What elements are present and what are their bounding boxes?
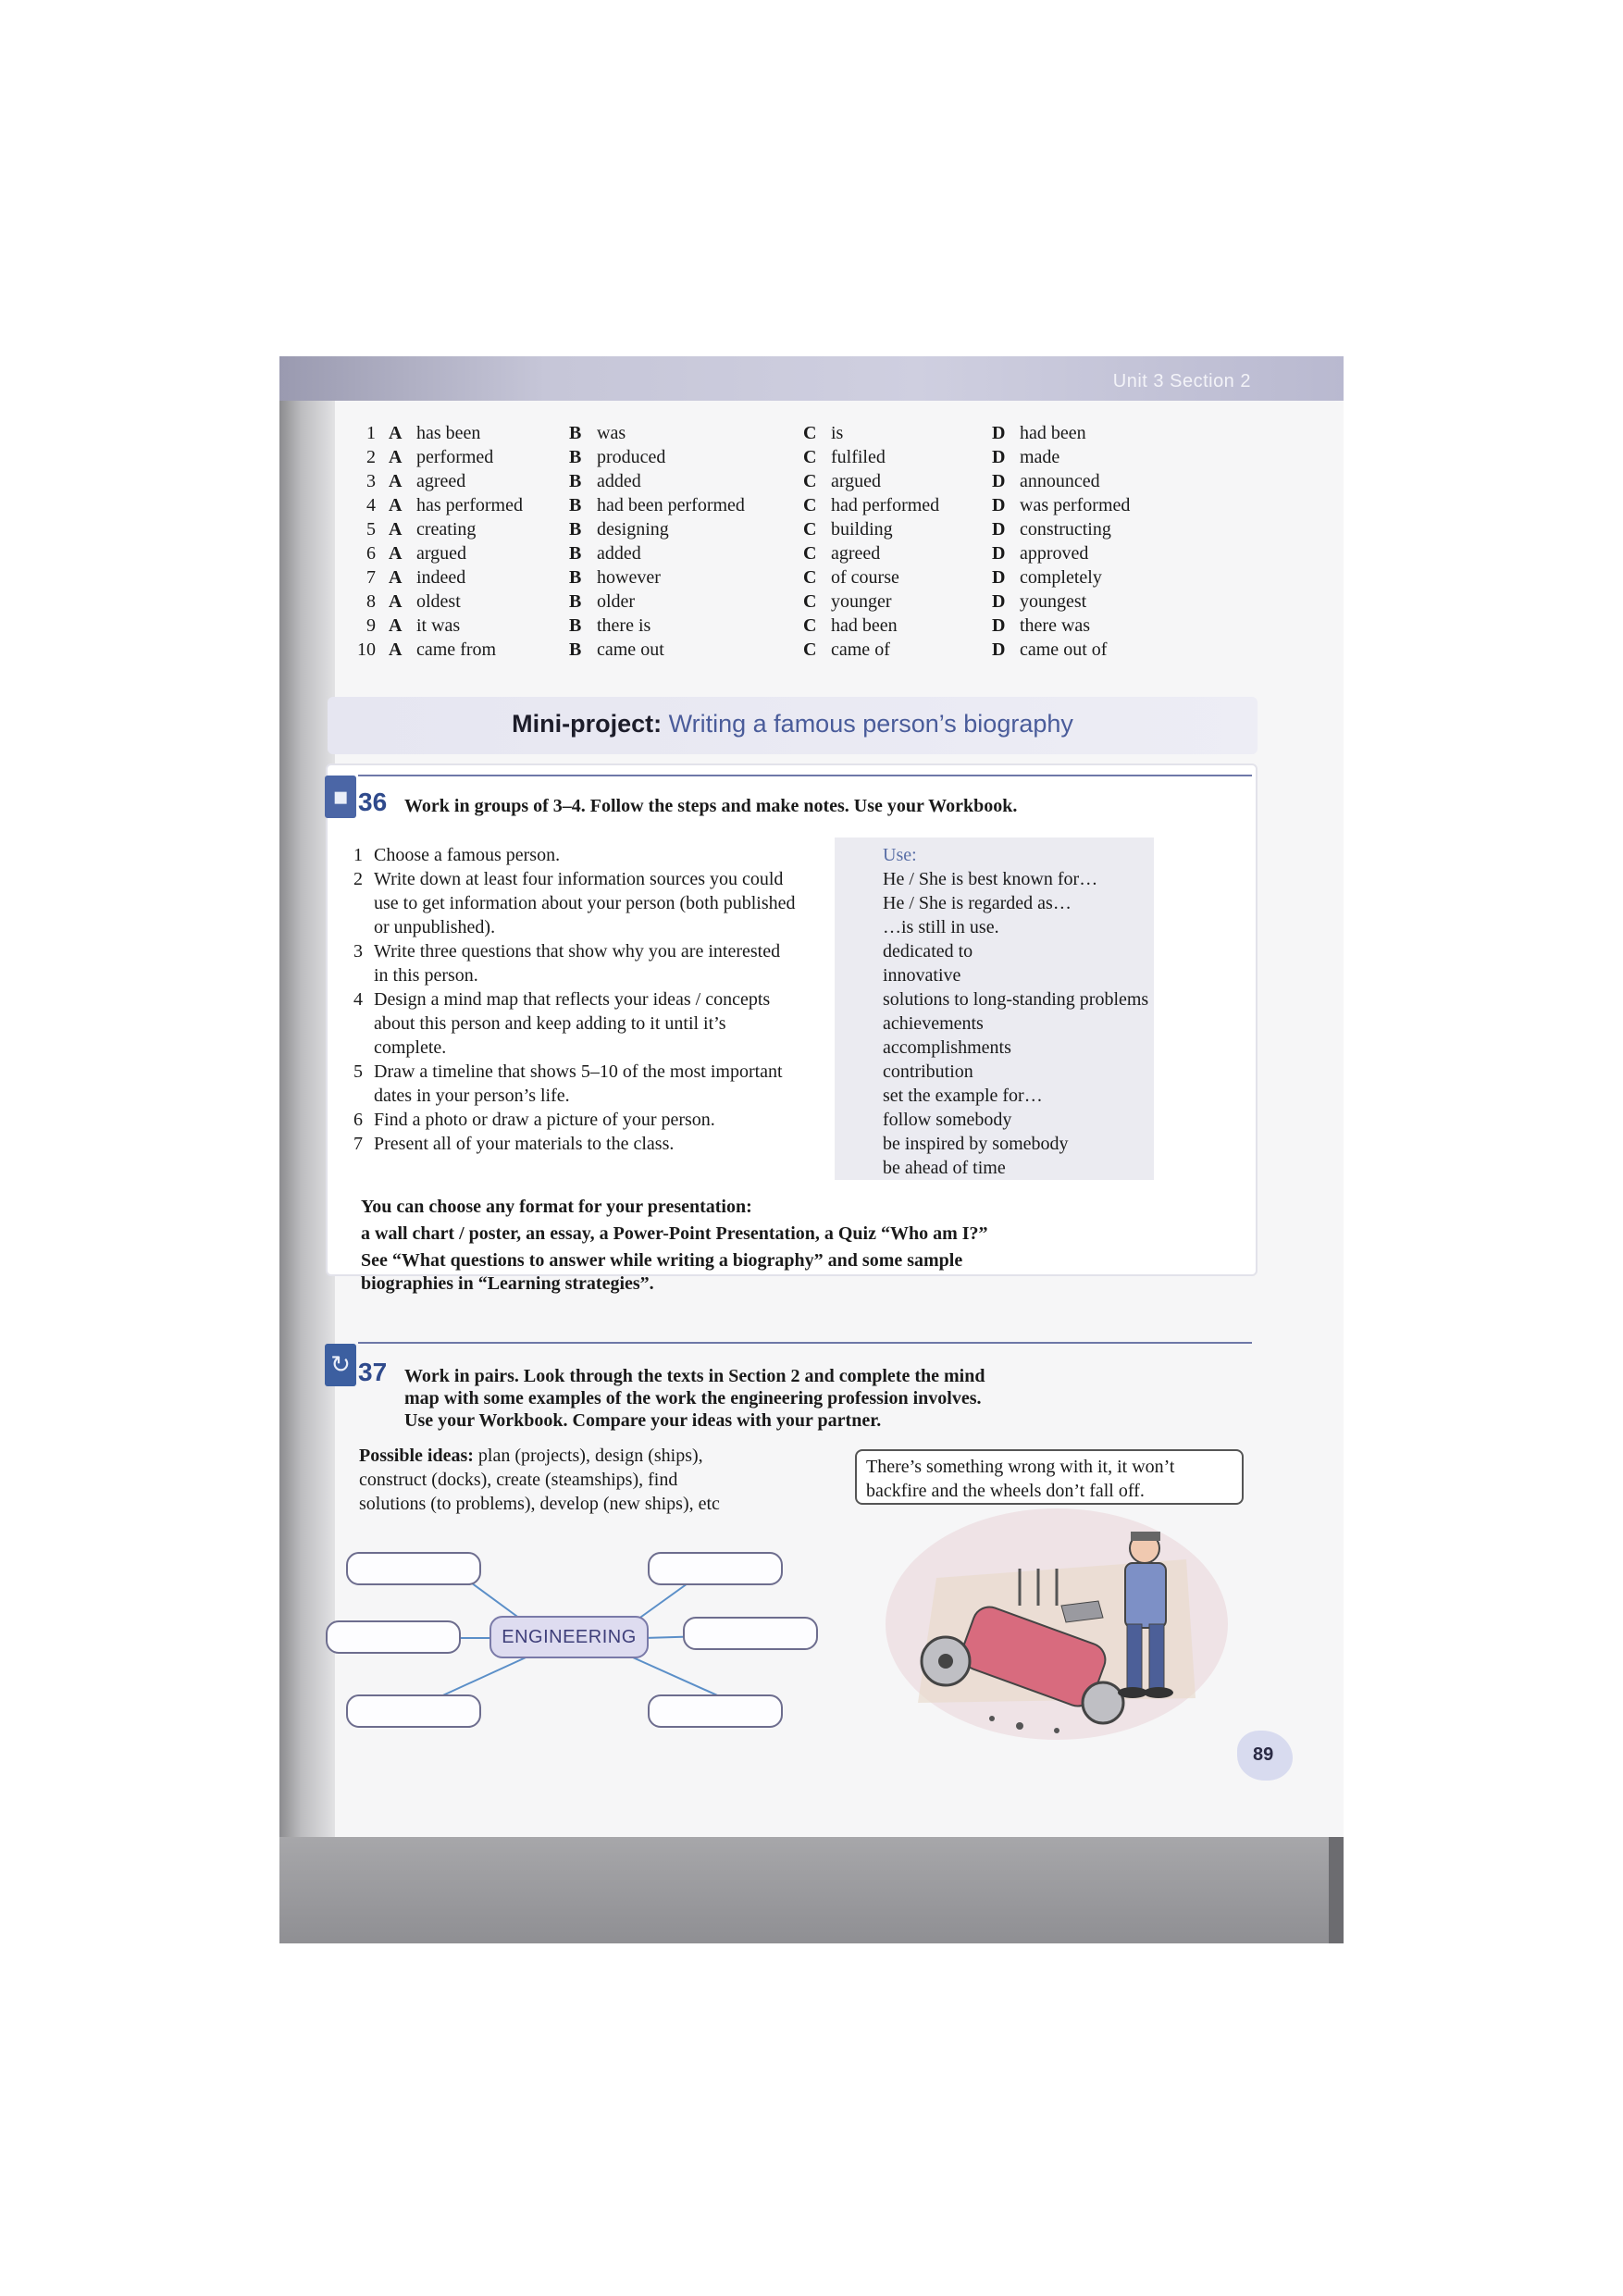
- useful-phrase: solutions to long-standing problems: [883, 989, 1149, 1010]
- option-letter-d: D: [992, 615, 1006, 636]
- option-a: has performed: [416, 495, 523, 515]
- option-letter-d: D: [992, 447, 1006, 467]
- option-letter-b: B: [569, 495, 582, 515]
- option-letter-a: A: [389, 639, 403, 660]
- option-d: made: [1020, 447, 1060, 467]
- question-number: 5: [366, 519, 376, 540]
- useful-phrase: follow somebody: [883, 1110, 1012, 1130]
- step-item: [353, 1108, 798, 1132]
- option-b: came out: [597, 639, 664, 660]
- option-c: younger: [831, 591, 892, 612]
- answer-row: [352, 421, 1184, 445]
- speech-line-1: There’s something wrong with it, it won’t: [866, 1457, 1175, 1477]
- option-a: argued: [416, 543, 467, 564]
- option-letter-b: B: [569, 519, 582, 540]
- useful-phrase: achievements: [883, 1013, 984, 1034]
- option-c: had been: [831, 615, 898, 636]
- option-letter-b: B: [569, 471, 582, 491]
- see-note-line-2: biographies in “Learning strategies”.: [361, 1273, 654, 1294]
- option-a: performed: [416, 447, 494, 467]
- bottom-right-shadow: [1329, 1837, 1344, 1943]
- possible-ideas-line-1: plan (projects), design (ships),: [477, 1446, 703, 1466]
- answer-row: [352, 445, 1184, 469]
- step-text: Design a mind map that reflects your ideas / concepts about this person and keep adding to it until it’s complete.: [374, 989, 771, 1058]
- option-d: was performed: [1020, 495, 1131, 515]
- step-number: 2: [353, 869, 363, 889]
- option-letter-d: D: [992, 567, 1006, 588]
- exercise-37-instruction-3: Use your Workbook. Compare your ideas with your partner.: [404, 1410, 882, 1431]
- option-letter-b: B: [569, 447, 582, 467]
- option-a: has been: [416, 423, 481, 443]
- question-number: 8: [366, 591, 376, 612]
- option-letter-c: C: [803, 639, 817, 660]
- option-c: agreed: [831, 543, 881, 564]
- option-d: came out of: [1020, 639, 1108, 660]
- option-letter-a: A: [389, 495, 403, 515]
- option-b: produced: [597, 447, 666, 467]
- option-letter-c: C: [803, 447, 817, 467]
- textbook-page: [279, 356, 1344, 1943]
- option-a: creating: [416, 519, 477, 540]
- question-number: 7: [366, 567, 376, 588]
- question-number: 9: [366, 615, 376, 636]
- use-label: Use:: [883, 845, 917, 865]
- step-number: 6: [353, 1110, 363, 1130]
- useful-phrase: dedicated to: [883, 941, 973, 962]
- option-b: added: [597, 543, 641, 564]
- option-letter-a: A: [389, 423, 403, 443]
- option-d: completely: [1020, 567, 1102, 588]
- option-letter-d: D: [992, 543, 1006, 564]
- useful-phrase: set the example for…: [883, 1086, 1043, 1106]
- step-text: Write down at least four information sources you could use to get information about your person (both published or unpublished).: [374, 869, 796, 937]
- option-letter-a: A: [389, 543, 403, 564]
- option-d: announced: [1020, 471, 1100, 491]
- answer-row: [352, 614, 1184, 638]
- option-b: designing: [597, 519, 669, 540]
- option-letter-c: C: [803, 471, 817, 491]
- mind-map-blank-bottom-right[interactable]: [648, 1694, 783, 1728]
- option-c: is: [831, 423, 844, 443]
- answer-row: [352, 517, 1184, 541]
- useful-phrase: be ahead of time: [883, 1158, 1006, 1178]
- mind-map-blank-mid-left[interactable]: [326, 1620, 461, 1654]
- option-letter-c: C: [803, 591, 817, 612]
- answer-row: [352, 565, 1184, 590]
- step-text: Draw a timeline that shows 5–10 of the most important dates in your person’s life.: [374, 1061, 783, 1106]
- exercise-36-steps: [353, 843, 798, 1156]
- exercise-37-instruction-1: Work in pairs. Look through the texts in Section 2 and complete the mind: [404, 1366, 985, 1386]
- step-number: 3: [353, 941, 363, 962]
- step-number: 5: [353, 1061, 363, 1082]
- format-intro: You can choose any format for your presentation:: [361, 1197, 752, 1217]
- option-a: indeed: [416, 567, 466, 588]
- option-letter-a: A: [389, 471, 403, 491]
- option-c: of course: [831, 567, 899, 588]
- option-b: added: [597, 471, 641, 491]
- possible-ideas: [359, 1444, 803, 1516]
- answer-options-table: [352, 421, 1184, 671]
- answer-row: [352, 590, 1184, 614]
- option-letter-d: D: [992, 639, 1006, 660]
- option-b: was: [597, 423, 626, 443]
- mini-project-banner: [328, 697, 1258, 754]
- possible-ideas-line-2: construct (docks), create (steamships), find: [359, 1470, 678, 1490]
- mini-project-topic: Writing a famous person’s biography: [668, 710, 1073, 738]
- question-number: 3: [366, 471, 376, 491]
- useful-phrases-list: [883, 843, 1197, 1180]
- useful-phrase: He / She is regarded as…: [883, 893, 1072, 913]
- question-number: 4: [366, 495, 376, 515]
- option-letter-b: B: [569, 567, 582, 588]
- mind-map-blank-top-right[interactable]: [648, 1552, 783, 1585]
- option-a: came from: [416, 639, 497, 660]
- answer-row: [352, 493, 1184, 517]
- answer-row: [352, 469, 1184, 493]
- step-number: 4: [353, 989, 363, 1010]
- useful-phrase: He / She is best known for…: [883, 869, 1098, 889]
- possible-ideas-label: Possible ideas:: [359, 1446, 474, 1466]
- unit-section-label: Unit 3 Section 2: [1112, 371, 1251, 391]
- option-d: youngest: [1020, 591, 1087, 612]
- step-number: 7: [353, 1134, 363, 1154]
- step-item: [353, 843, 798, 867]
- option-b: older: [597, 591, 636, 612]
- mind-map-center: ENGINEERING: [489, 1616, 649, 1658]
- option-letter-d: D: [992, 519, 1006, 540]
- step-text: Write three questions that show why you are interested in this person.: [374, 941, 781, 986]
- option-c: fulfiled: [831, 447, 886, 467]
- useful-phrase: be inspired by somebody: [883, 1134, 1069, 1154]
- mind-map-blank-top-left[interactable]: [346, 1552, 481, 1585]
- option-letter-b: B: [569, 615, 582, 636]
- option-b: however: [597, 567, 661, 588]
- useful-phrase: innovative: [883, 965, 961, 986]
- page-number: 89: [1253, 1744, 1274, 1765]
- exercise-36-instruction: Work in groups of 3–4. Follow the steps and make notes. Use your Workbook.: [404, 796, 1018, 816]
- option-letter-b: B: [569, 423, 582, 443]
- option-letter-a: A: [389, 447, 403, 467]
- option-letter-c: C: [803, 615, 817, 636]
- mini-project-label: Mini-project:: [512, 710, 663, 738]
- option-letter-d: D: [992, 495, 1006, 515]
- option-letter-a: A: [389, 519, 403, 540]
- step-item: [353, 987, 798, 1060]
- option-letter-c: C: [803, 423, 817, 443]
- option-c: argued: [831, 471, 882, 491]
- mind-map-blank-mid-right[interactable]: [683, 1617, 818, 1650]
- exercise-37-number: 37: [358, 1358, 388, 1386]
- option-c: building: [831, 519, 893, 540]
- option-letter-b: B: [569, 543, 582, 564]
- possible-ideas-line-3: solutions (to problems), develop (new ships), etc: [359, 1494, 720, 1514]
- option-c: came of: [831, 639, 890, 660]
- option-letter-c: C: [803, 519, 817, 540]
- exercise-36-rule: [358, 775, 1252, 776]
- option-b: there is: [597, 615, 651, 636]
- option-letter-d: D: [992, 423, 1006, 443]
- mind-map-blank-bottom-left[interactable]: [346, 1694, 481, 1728]
- option-a: agreed: [416, 471, 466, 491]
- answer-row: [352, 541, 1184, 565]
- option-letter-a: A: [389, 615, 403, 636]
- see-note-line-1: See “What questions to answer while writing a biography” and some sample: [361, 1250, 963, 1271]
- option-d: constructing: [1020, 519, 1111, 540]
- useful-phrase: …is still in use.: [883, 917, 999, 937]
- option-d: there was: [1020, 615, 1091, 636]
- useful-phrase: contribution: [883, 1061, 973, 1082]
- step-item: [353, 1132, 798, 1156]
- question-number: 6: [366, 543, 376, 564]
- useful-phrase: accomplishments: [883, 1037, 1011, 1058]
- header-band: [279, 356, 1344, 401]
- bottom-shadow-band: [279, 1837, 1344, 1943]
- speech-line-2: backfire and the wheels don’t fall off.: [866, 1481, 1145, 1501]
- mini-project-title: [328, 710, 1258, 738]
- step-text: Present all of your materials to the class.: [374, 1134, 675, 1154]
- option-letter-b: B: [569, 591, 582, 612]
- speech-bubble: [855, 1449, 1244, 1505]
- option-letter-a: A: [389, 567, 403, 588]
- option-letter-c: C: [803, 495, 817, 515]
- step-number: 1: [353, 845, 363, 865]
- option-letter-c: C: [803, 543, 817, 564]
- step-item: [353, 867, 798, 939]
- option-letter-a: A: [389, 591, 403, 612]
- option-letter-d: D: [992, 471, 1006, 491]
- option-a: it was: [416, 615, 461, 636]
- option-b: had been performed: [597, 495, 745, 515]
- format-list: a wall chart / poster, an essay, a Power-Point Presentation, a Quiz “Who am I?”: [361, 1223, 988, 1244]
- question-number: 2: [366, 447, 376, 467]
- pair-work-icon: ↻: [325, 1344, 356, 1386]
- step-text: Choose a famous person.: [374, 845, 561, 865]
- option-a: oldest: [416, 591, 461, 612]
- step-item: [353, 1060, 798, 1108]
- step-text: Find a photo or draw a picture of your person.: [374, 1110, 715, 1130]
- option-c: had performed: [831, 495, 940, 515]
- option-letter-b: B: [569, 639, 582, 660]
- question-number: 1: [366, 423, 376, 443]
- option-letter-d: D: [992, 591, 1006, 612]
- mechanic-car-cartoon: [881, 1504, 1242, 1749]
- book-icon: ▪: [325, 776, 356, 818]
- exercise-36-number: 36: [358, 788, 388, 816]
- option-letter-c: C: [803, 567, 817, 588]
- step-item: [353, 939, 798, 987]
- question-number: 10: [357, 639, 376, 660]
- answer-row: [352, 638, 1184, 662]
- option-d: had been: [1020, 423, 1086, 443]
- option-d: approved: [1020, 543, 1089, 564]
- exercise-37-rule: [358, 1342, 1252, 1344]
- exercise-37-instruction-2: map with some examples of the work the engineering profession involves.: [404, 1388, 982, 1409]
